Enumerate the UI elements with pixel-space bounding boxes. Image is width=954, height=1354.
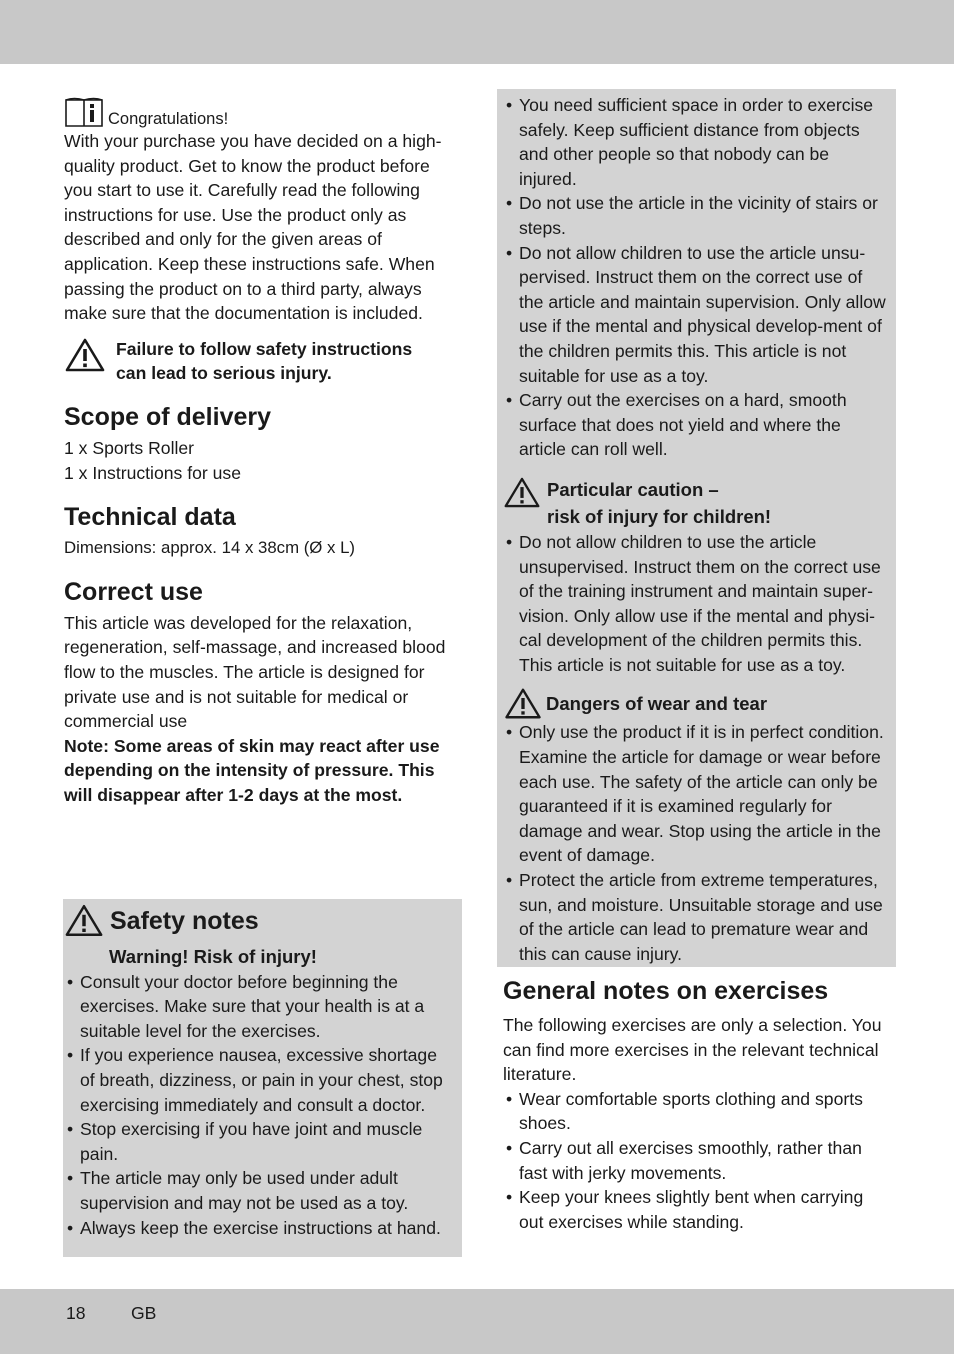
list-item: • Do not allow children to use the article unsupervised. Instruct them on the correct use of the training instrument and maintain super-vision. Only allow use if the mental and physi-cal development of the children permits this. This article is not suitable for use as a toy. (503, 530, 889, 678)
wear-heading: Dangers of wear and tear (546, 693, 768, 715)
list-item: • Carry out all exercises smoothly, rather than fast with jerky movements. (503, 1136, 889, 1185)
children-caution-list (503, 530, 889, 678)
safety-heading: Safety notes (110, 907, 259, 935)
left-column (64, 96, 454, 807)
general-notes (503, 976, 889, 1234)
congrats-text: Congratulations! (108, 110, 229, 128)
list-item: • If you experience nausea, excessive shortage of breath, dizziness, or pain in your chest, stop exercising immediately and consult a doctor. (64, 1043, 454, 1117)
list-item: • Consult your doctor before beginning the exercises. Make sure that your health is at a suitable level for the exercises. (64, 970, 454, 1044)
list-item: • Only use the product if it is in perfect condition. Examine the article for damage or wear before each use. The safety of the article can only be guaranteed if it is examined regularly for damage and wear. Stop using the article in the event of damage. (503, 720, 889, 868)
safety-notes (64, 903, 454, 1240)
scope-heading: Scope of delivery (64, 402, 272, 431)
list-item: • Wear comfortable sports clothing and sports shoes. (503, 1087, 889, 1136)
list-item: • Protect the article from extreme temperatures, sun, and moisture. Unsuitable storage and use of the article can lead to premature wear and this can cause injury. (503, 868, 889, 966)
list-item: • Stop exercising if you have joint and muscle pain. (64, 1117, 454, 1166)
general-notes-intro: The following exercises are only a selection. You can find more exercises in the relevant technical literature. (503, 1015, 882, 1085)
technical-text: Dimensions: approx. 14 x 38cm (Ø x L) (64, 538, 355, 558)
list-item: • The article may only be used under adult supervision and may not be used as a toy. (64, 1166, 454, 1215)
general-safety-list (503, 93, 889, 462)
wear-heading-row (503, 687, 889, 720)
warning-triangle-icon (503, 476, 541, 509)
info-book-icon (64, 96, 104, 129)
general-notes-list (503, 1087, 889, 1235)
safety-list (64, 970, 454, 1241)
list-item: • Keep your knees slightly bent when carrying out exercises while standing. (503, 1185, 889, 1234)
failure-warning (64, 337, 454, 386)
scope-item: 1 x Sports Roller (64, 437, 195, 458)
list-item: • Do not allow children to use the article unsu-pervised. Instruct them on the correct use of the article and maintain supervision. Only allow use if the mental and physical develop-ment of the children permits this. This article is not suitable for use as a toy. (503, 241, 889, 389)
list-item: • Carry out the exercises on a hard, smooth surface that does not yield and where the article can roll well. (503, 388, 889, 462)
general-notes-heading: General notes on exercises (503, 977, 829, 1005)
safety-warning: Warning! Risk of injury! (109, 946, 317, 967)
children-caution-line-2: risk of injury for children! (547, 505, 772, 527)
correct-use-note: Note: Some areas of skin may react after use depending on the intensity of pressure. This will disappear after 1-2 days at the most. (64, 735, 440, 805)
failure-warning-text: Failure to follow safety instructions can lead to serious injury. (116, 338, 413, 384)
children-caution-heading (503, 476, 889, 530)
header-band (0, 0, 954, 64)
correct-use-heading: Correct use (64, 577, 203, 606)
congrats-line (64, 96, 454, 129)
list-item: • Always keep the exercise instructions at hand. (64, 1216, 454, 1241)
wear-list (503, 720, 889, 966)
technical-heading: Technical data (64, 503, 236, 532)
warning-triangle-icon (503, 687, 543, 720)
list-item: • You need sufficient space in order to exercise safely. Keep sufficient distance from objects and other people so that nobody can be injured. (503, 93, 889, 191)
list-item: • Do not use the article in the vicinity of stairs or steps. (503, 191, 889, 240)
correct-use-text: This article was developed for the relaxation, regeneration, self-massage, and increased blood flow to the muscles. The article is designed for private use and is not suitable for medical or commercial use (64, 612, 446, 732)
children-caution-line-1: Particular caution – (547, 478, 719, 500)
right-column (503, 93, 889, 966)
intro-paragraph: With your purchase you have decided on a high-quality product. Get to know the product before you start to use it. Carefully read the following instructions for use. Use the product only as described and only for the given areas of application. Keep these instructions safe. When passing the product on to a third party, always make sure that the documentation is included. (64, 131, 442, 324)
children-caution-title (547, 476, 771, 530)
warning-triangle-icon (64, 903, 104, 938)
warning-triangle-icon (64, 337, 106, 373)
scope-item: 1 x Instructions for use (64, 462, 241, 483)
page-number: 18 (66, 1303, 86, 1323)
safety-heading-row (64, 903, 454, 939)
language-code: GB (131, 1303, 157, 1323)
